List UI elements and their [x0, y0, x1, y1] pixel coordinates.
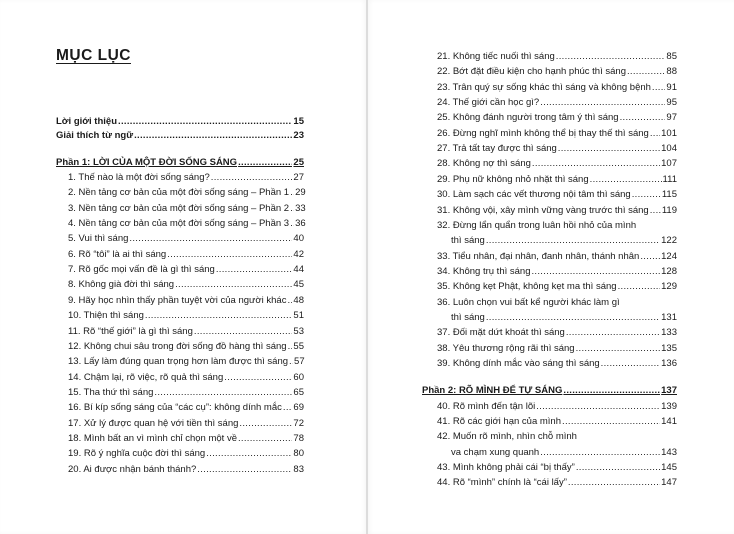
toc-entry-page: 137	[661, 385, 677, 397]
right-page	[368, 0, 734, 534]
toc-entry[interactable]	[437, 97, 677, 109]
toc-entry-page: 111	[662, 173, 677, 185]
toc-entry[interactable]	[451, 312, 677, 324]
toc-entry[interactable]	[437, 112, 677, 124]
leader-dots	[167, 249, 292, 261]
leader-dots	[590, 174, 662, 186]
toc-entry-page: 60	[293, 371, 304, 383]
leader-dots	[532, 158, 660, 170]
toc-entry[interactable]	[437, 343, 677, 355]
toc-entry[interactable]	[437, 128, 677, 140]
leader-dots	[540, 97, 665, 109]
leader-dots	[650, 205, 661, 217]
toc-entry-label: 2. Nền tảng cơ bản của một đời sống sáng – Phần 1	[68, 187, 290, 199]
leader-dots	[618, 281, 661, 293]
toc-entry-page: 97	[666, 112, 677, 124]
toc-entry-label: 23. Trân quý sự sống khác thì sáng và không bệnh	[437, 81, 651, 93]
toc-entry-page: 42	[293, 248, 304, 260]
toc-entry-page: 44	[293, 264, 304, 276]
toc-entry-page: 124	[661, 250, 677, 262]
leader-dots	[620, 112, 666, 124]
toc-entry-label: 34. Không trụ thì sáng	[437, 265, 531, 277]
toc-entry-label: 29. Phụ nữ không nhỏ nhặt thì sáng	[437, 173, 589, 185]
toc-entry-label: 41. Rõ các giới hạn của mình	[437, 416, 561, 428]
toc-entry-label: Giải thích từ ngữ	[56, 130, 134, 141]
toc-entry[interactable]	[437, 281, 677, 293]
toc-entry-page: 135	[661, 342, 677, 354]
toc-entry[interactable]	[437, 66, 677, 78]
toc-entry-label: 43. Mình không phải cái “bị thấy”	[437, 462, 575, 474]
leader-dots	[562, 416, 660, 428]
toc-entry-label: 3. Nền tảng cơ bản của một đời sống sáng – Phần 2	[68, 202, 290, 214]
toc-entry[interactable]	[68, 448, 304, 460]
toc-entry[interactable]	[437, 327, 677, 339]
toc-entry-page: 129	[661, 281, 677, 293]
toc-entry-label: 12. Không chui sâu trong đời sống đồ hàng thì sáng	[68, 340, 287, 352]
leader-dots	[566, 327, 660, 339]
leader-dots	[118, 116, 292, 128]
toc-entry[interactable]	[68, 464, 304, 476]
toc-entry-label: 25. Không đánh người trong tâm ý thì sáng	[437, 112, 619, 124]
leader-dots	[558, 143, 660, 155]
toc-entry-page: 57	[294, 356, 305, 368]
toc-entry[interactable]	[68, 418, 304, 430]
toc-entry[interactable]	[437, 462, 677, 474]
toc-part-2[interactable]	[422, 385, 677, 397]
toc-entry-page: 107	[661, 158, 677, 170]
toc-entry-label: 31. Không vội, xây mình vững vàng trước thì sáng	[437, 204, 649, 216]
toc-entry[interactable]	[68, 372, 304, 384]
toc-entry-page: 143	[661, 446, 677, 458]
leader-dots	[238, 433, 292, 445]
toc-entry-page: 119	[661, 204, 677, 216]
toc-entry-page: 122	[661, 235, 677, 247]
toc-entry-label: 10. Thiện thì sáng	[68, 310, 144, 322]
toc-entry-label: 40. Rõ mình đến tận lõi	[437, 400, 536, 412]
toc-entry-label: thì sáng	[451, 311, 485, 323]
toc-entry[interactable]	[437, 189, 677, 201]
toc-entry[interactable]	[68, 387, 304, 399]
leader-dots	[627, 66, 665, 78]
leader-dots	[632, 189, 661, 201]
toc-entry-page: 40	[293, 233, 304, 245]
toc-entry-label: 4. Nền tảng cơ bản của một đời sống sáng – Phần 3	[68, 218, 290, 230]
leader-dots	[650, 128, 660, 140]
leader-dots	[283, 402, 293, 414]
toc-entry-label: Lời giới thiệu	[56, 116, 118, 127]
toc-entry[interactable]	[68, 187, 304, 199]
toc-entry[interactable]	[437, 416, 677, 428]
leader-dots	[290, 218, 294, 230]
leader-dots	[197, 464, 292, 476]
toc-entry[interactable]	[437, 358, 677, 370]
toc-entry-label: 37. Đối mặt dứt khoát thì sáng	[437, 327, 565, 339]
leader-dots	[576, 462, 660, 474]
toc-entry-page: 145	[661, 462, 677, 474]
toc-entry-label: 20. Ai được nhận bánh thánh?	[68, 463, 197, 475]
leader-dots	[556, 51, 666, 63]
leader-dots	[290, 187, 294, 199]
toc-entry[interactable]	[437, 205, 677, 217]
toc-entry-page: 147	[661, 477, 677, 489]
toc-entry-page: 95	[666, 97, 677, 109]
leader-dots	[134, 130, 292, 142]
toc-entry[interactable]	[68, 310, 304, 322]
toc-entry-label: 16. Bí kíp sống sáng của “các cụ”: không dính mắc	[68, 402, 282, 414]
leader-dots	[175, 279, 292, 291]
toc-entry-page: 136	[661, 358, 677, 369]
toc-entry-page: 29	[295, 187, 306, 199]
toc-entry[interactable]	[68, 172, 304, 184]
toc-entry-page: 128	[661, 265, 677, 277]
leader-dots	[288, 341, 293, 353]
toc-entry-label: 33. Tiểu nhân, đại nhân, đanh nhân, thánh nhân	[437, 250, 640, 262]
toc-entry-page: 83	[293, 463, 304, 475]
toc-entry-page: 115	[661, 189, 677, 201]
leader-dots	[211, 172, 293, 184]
toc-entry-page: 104	[661, 143, 677, 155]
toc-entry-label: 22. Bớt đặt điều kiện cho hạnh phúc thì sáng	[437, 66, 626, 78]
toc-entry-label: 39. Không dính mắc vào sáng thì sáng	[437, 358, 600, 369]
toc-entry-page: 53	[293, 325, 304, 337]
toc-entry[interactable]	[68, 218, 304, 230]
toc-part-1[interactable]	[56, 157, 304, 169]
toc-entry-page: 133	[661, 327, 677, 339]
toc-entry-page: 15	[293, 116, 304, 127]
toc-entry[interactable]	[68, 326, 304, 338]
leader-dots	[568, 477, 660, 489]
toc-entry-page: 45	[293, 279, 304, 291]
toc-entry-label: 38. Yêu thương rộng rãi thì sáng	[437, 342, 575, 354]
toc-entry-page: 88	[666, 66, 677, 78]
toc-entry-page: 131	[661, 311, 677, 323]
leader-dots	[238, 157, 292, 169]
toc-entry-page: 85	[666, 51, 677, 62]
toc-entry-page: 78	[293, 432, 304, 444]
toc-entry-label: 30. Làm sạch các vết thương nội tâm thì sáng	[437, 189, 631, 201]
leader-dots	[540, 447, 660, 459]
toc-entry[interactable]	[68, 341, 304, 353]
leader-dots	[486, 312, 660, 324]
leader-dots	[640, 251, 660, 263]
toc-entry-page: 141	[661, 416, 677, 428]
left-page	[0, 0, 366, 534]
toc-entry-label: 19. Rõ ý nghĩa cuộc đời thì sáng	[68, 448, 206, 460]
toc-entry-label: 18. Mình bất an vì mình chỉ chọn một về	[68, 432, 237, 444]
toc-entry[interactable]	[68, 264, 304, 276]
toc-entry-page: 33	[295, 202, 306, 214]
toc-entry[interactable]	[437, 51, 677, 63]
toc-entry[interactable]	[68, 295, 304, 307]
toc-entry-label: thì sáng	[451, 235, 485, 247]
toc-entry[interactable]	[437, 82, 677, 94]
toc-entry-label: 5. Vui thì sáng	[68, 233, 129, 245]
toc-entry-label: 15. Tha thứ thì sáng	[68, 386, 154, 398]
leader-dots	[206, 448, 292, 460]
toc-entry[interactable]	[68, 356, 304, 368]
leader-dots	[216, 264, 293, 276]
leader-dots	[224, 372, 292, 384]
leader-dots	[601, 358, 660, 370]
toc-entry-page: 101	[661, 127, 677, 139]
toc-entry-label: va chạm xung quanh	[451, 446, 540, 458]
toc-entry-page: 80	[293, 448, 304, 460]
toc-entry-label: 28. Không nợ thì sáng	[437, 158, 531, 170]
toc-entry[interactable]	[68, 249, 304, 261]
toc-entry-label-first-line[interactable]: 42. Muốn rõ mình, nhìn chỗ mình	[437, 431, 577, 443]
toc-entry-glossary[interactable]	[56, 130, 304, 142]
toc-entry-page: 69	[293, 402, 304, 414]
toc-entry-page: 27	[293, 172, 304, 183]
toc-entry-label: 14. Chậm lại, rõ việc, rõ quả thì sáng	[68, 371, 224, 383]
toc-entry[interactable]	[451, 447, 677, 459]
toc-entry[interactable]	[68, 233, 304, 245]
toc-entry-label: 9. Hãy học nhìn thấy phần tuyệt vời của người khác	[68, 294, 287, 306]
toc-entry-intro[interactable]	[56, 116, 304, 128]
toc-entry-label: 21. Không tiếc nuối thì sáng	[437, 51, 555, 62]
toc-entry-page: 72	[293, 417, 304, 429]
toc-entry-label: 11. Rõ “thế giới” là gì thì sáng	[68, 325, 193, 337]
toc-entry-label: 44. Rõ “mình” chính là “cái lấy”	[437, 477, 567, 489]
toc-entry-label: Phần 2: RÕ MÌNH ĐỂ TỰ SÁNG	[422, 385, 563, 397]
leader-dots	[289, 356, 293, 368]
toc-entry-label: 6. Rõ “tôi” là ai thì sáng	[68, 248, 167, 260]
toc-entry[interactable]	[437, 401, 677, 413]
part-page: 25	[293, 157, 304, 168]
leader-dots	[536, 401, 660, 413]
toc-entry[interactable]	[437, 158, 677, 170]
toc-entry-page: 36	[295, 218, 306, 230]
toc-entry[interactable]	[68, 203, 304, 215]
toc-entry-page: 48	[293, 294, 304, 306]
toc-entry[interactable]	[68, 433, 304, 445]
toc-entry-page: 55	[293, 340, 304, 352]
toc-entry-label: 1. Thế nào là một đời sống sáng?	[68, 172, 210, 183]
toc-entry-page: 23	[293, 130, 304, 141]
leader-dots	[239, 418, 292, 430]
toc-entry-label: 7. Rõ gốc mọi vấn đề là gì thì sáng	[68, 264, 215, 276]
toc-entry-page: 139	[661, 400, 677, 412]
leader-dots	[531, 266, 660, 278]
toc-entry-label: 27. Trả tất tay được thì sáng	[437, 143, 557, 155]
toc-entry-label-first-line[interactable]: 32. Đừng lẩn quẩn trong luân hồi nhỏ của mình	[437, 219, 637, 231]
toc-entry-label: 8. Không già đời thì sáng	[68, 279, 175, 291]
toc-entry[interactable]	[437, 477, 677, 489]
toc-entry[interactable]	[437, 174, 677, 186]
leader-dots	[652, 82, 666, 94]
leader-dots	[563, 385, 660, 397]
toc-entry[interactable]	[451, 235, 677, 247]
leader-dots	[154, 387, 292, 399]
toc-entry-label: 13. Lấy làm đúng quan trọng hơn làm được thì sáng	[68, 356, 289, 368]
leader-dots	[129, 233, 292, 245]
leader-dots	[486, 235, 660, 247]
part-label: Phần 1: LỜI CỦA MỘT ĐỜI SỐNG SÁNG	[56, 157, 238, 168]
toc-entry[interactable]	[68, 279, 304, 291]
toc-entry[interactable]	[437, 266, 677, 278]
leader-dots	[576, 343, 661, 355]
toc-entry-page: 51	[293, 310, 304, 322]
toc-entry-label: 17. Xử lý được quan hệ với tiền thì sáng	[68, 417, 239, 429]
leader-dots	[145, 310, 293, 322]
toc-entry-page: 91	[666, 81, 677, 93]
toc-title: MỤC LỤC	[56, 47, 131, 64]
leader-dots	[287, 295, 292, 307]
leader-dots	[194, 326, 293, 338]
toc-entry-page: 65	[293, 386, 304, 398]
leader-dots	[290, 203, 294, 215]
toc-entry-label-first-line[interactable]: 36. Luôn chọn vui bất kể người khác làm gì	[437, 296, 620, 308]
toc-entry-label: 24. Thế giới cần học gì?	[437, 97, 540, 109]
toc-entry-label: 26. Đừng nghĩ mình không thể bị thay thế thì sáng	[437, 127, 649, 139]
toc-entry-label: 35. Không kẹt Phật, không kẹt ma thì sáng	[437, 281, 617, 293]
toc-entry[interactable]	[437, 143, 677, 155]
toc-entry[interactable]	[68, 402, 304, 414]
toc-entry[interactable]	[437, 251, 677, 263]
